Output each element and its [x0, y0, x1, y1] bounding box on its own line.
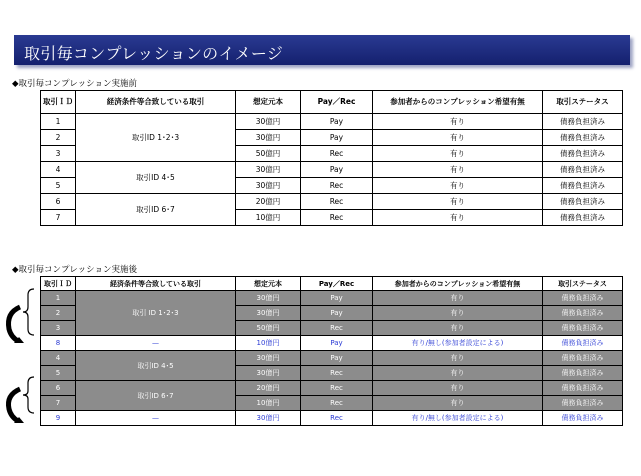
cell-group: —: [76, 411, 236, 426]
cell-wish: 有り: [373, 321, 543, 336]
header-id: 取引ＩＤ: [41, 277, 76, 291]
cell-wish: 有り: [373, 146, 543, 162]
header-status: 取引ステータス: [543, 277, 623, 291]
cell-amount: 10億円: [236, 210, 301, 226]
header-payrec: Pay／Rec: [301, 277, 373, 291]
cell-wish: 有り/無し(参加者設定による): [373, 411, 543, 426]
cell-id: 3: [41, 146, 76, 162]
cell-payrec: Rec: [301, 381, 373, 396]
header-group: 経済条件等合致している取引: [76, 277, 236, 291]
cell-wish: 有り: [373, 396, 543, 411]
cell-status: 債務負担済み: [543, 130, 623, 146]
cell-wish: 有り: [373, 114, 543, 130]
table-row: [41, 351, 623, 366]
cell-amount: 20億円: [236, 381, 301, 396]
cell-amount: 30億円: [236, 411, 301, 426]
table-before: [40, 90, 623, 226]
cell-status: 債務負担済み: [543, 194, 623, 210]
cell-status: 債務負担済み: [543, 306, 623, 321]
cell-payrec: Rec: [301, 396, 373, 411]
cell-status: 債務負担済み: [543, 381, 623, 396]
cell-payrec: Pay: [301, 306, 373, 321]
cell-payrec: Rec: [301, 321, 373, 336]
curved-arrow-icon: [8, 307, 20, 341]
cell-amount: 20億円: [236, 194, 301, 210]
cell-payrec: Pay: [301, 336, 373, 351]
cell-wish: 有り: [373, 194, 543, 210]
header-id: 取引ＩＤ: [41, 91, 76, 114]
table-after: [40, 276, 623, 426]
cell-payrec: Pay: [301, 114, 373, 130]
cell-payrec: Rec: [301, 178, 373, 194]
cell-payrec: Rec: [301, 210, 373, 226]
cell-status: 債務負担済み: [543, 336, 623, 351]
cell-wish: 有り: [373, 130, 543, 146]
cell-amount: 30億円: [236, 366, 301, 381]
cell-amount: 30億円: [236, 291, 301, 306]
cell-id: 4: [41, 351, 76, 366]
curved-arrow-icon: [8, 389, 20, 421]
header-group: 経済条件等合致している取引: [76, 91, 236, 114]
cell-amount: 30億円: [236, 130, 301, 146]
header-amount: 想定元本: [236, 91, 301, 114]
table-row: [41, 114, 623, 130]
cell-wish: 有り: [373, 162, 543, 178]
cell-group: 取引ID 4･5: [76, 351, 236, 381]
cell-id: 8: [41, 336, 76, 351]
cell-id: 6: [41, 381, 76, 396]
cell-id: 1: [41, 291, 76, 306]
table-row: [41, 194, 623, 210]
cell-payrec: Rec: [301, 146, 373, 162]
cell-payrec: Pay: [301, 162, 373, 178]
cell-amount: 50億円: [236, 321, 301, 336]
bracket-icon: [23, 289, 34, 335]
cell-payrec: Pay: [301, 291, 373, 306]
cell-id: 1: [41, 114, 76, 130]
cell-amount: 30億円: [236, 351, 301, 366]
table-row-new: [41, 336, 623, 351]
cell-wish: 有り: [373, 291, 543, 306]
cell-status: 債務負担済み: [543, 162, 623, 178]
cell-group: 取引ID 6･7: [76, 381, 236, 411]
cell-group: 取引ID 1･2･3: [76, 114, 236, 162]
cell-amount: 30億円: [236, 114, 301, 130]
cell-payrec: Rec: [301, 366, 373, 381]
compression-arrows: [0, 285, 40, 435]
cell-wish: 有り: [373, 178, 543, 194]
header-amount: 想定元本: [236, 277, 301, 291]
cell-wish: 有り: [373, 210, 543, 226]
section-label-after: ◆取引毎コンプレッション実施後: [12, 265, 137, 275]
cell-id: 3: [41, 321, 76, 336]
cell-status: 債務負担済み: [543, 411, 623, 426]
cell-status: 債務負担済み: [543, 351, 623, 366]
cell-amount: 10億円: [236, 396, 301, 411]
cell-payrec: Pay: [301, 351, 373, 366]
cell-status: 債務負担済み: [543, 114, 623, 130]
cell-status: 債務負担済み: [543, 210, 623, 226]
title-bar: [14, 35, 630, 65]
table-row-new: [41, 411, 623, 426]
cell-group: —: [76, 336, 236, 351]
cell-status: 債務負担済み: [543, 146, 623, 162]
cell-id: 9: [41, 411, 76, 426]
cell-payrec: Pay: [301, 130, 373, 146]
header-status: 取引ステータス: [543, 91, 623, 114]
header-wish: 参加者からのコンプレッション希望有無: [373, 91, 543, 114]
cell-id: 7: [41, 396, 76, 411]
cell-id: 2: [41, 130, 76, 146]
cell-group: 取引ID 4･5: [76, 162, 236, 194]
table-row: [41, 162, 623, 178]
cell-wish: 有り: [373, 381, 543, 396]
cell-id: 5: [41, 366, 76, 381]
cell-amount: 30億円: [236, 162, 301, 178]
cell-group: 取引 ID 1･2･3: [76, 291, 236, 336]
cell-id: 7: [41, 210, 76, 226]
cell-payrec: Rec: [301, 411, 373, 426]
page-title: 取引毎コンプレッションのイメージ: [24, 44, 284, 63]
cell-id: 5: [41, 178, 76, 194]
cell-group: 取引ID 6･7: [76, 194, 236, 226]
table-header-row: [41, 91, 623, 114]
cell-payrec: Rec: [301, 194, 373, 210]
header-wish: 参加者からのコンプレッション希望有無: [373, 277, 543, 291]
cell-amount: 10億円: [236, 336, 301, 351]
table-row: [41, 381, 623, 396]
cell-status: 債務負担済み: [543, 291, 623, 306]
cell-amount: 30億円: [236, 306, 301, 321]
cell-wish: 有り: [373, 351, 543, 366]
cell-wish: 有り: [373, 306, 543, 321]
header-payrec: Pay／Rec: [301, 91, 373, 114]
cell-amount: 50億円: [236, 146, 301, 162]
cell-amount: 30億円: [236, 178, 301, 194]
cell-status: 債務負担済み: [543, 321, 623, 336]
cell-wish: 有り/無し(参加者設定による): [373, 336, 543, 351]
table-row: [41, 291, 623, 306]
bracket-icon: [23, 377, 34, 413]
cell-id: 6: [41, 194, 76, 210]
cell-wish: 有り: [373, 366, 543, 381]
table-header-row: [41, 277, 623, 291]
cell-id: 4: [41, 162, 76, 178]
cell-id: 2: [41, 306, 76, 321]
cell-status: 債務負担済み: [543, 366, 623, 381]
section-label-before: ◆取引毎コンプレッション実施前: [12, 79, 137, 89]
cell-status: 債務負担済み: [543, 396, 623, 411]
cell-status: 債務負担済み: [543, 178, 623, 194]
